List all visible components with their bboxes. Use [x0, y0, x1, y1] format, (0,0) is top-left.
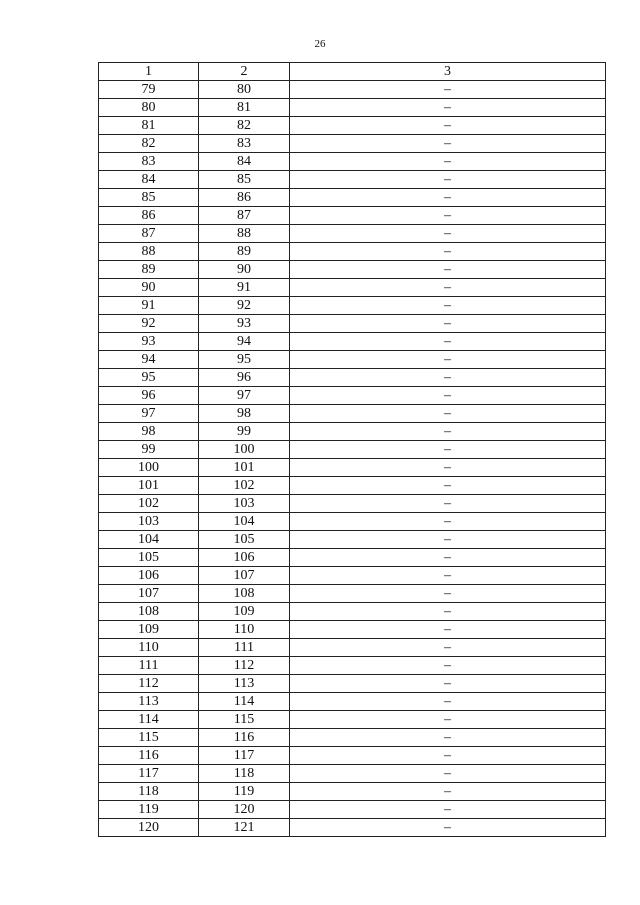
table-row — [99, 243, 606, 261]
table-row — [99, 675, 606, 693]
table-cell-col-3: – — [290, 99, 606, 117]
table-cell-col-3: – — [290, 405, 606, 423]
table-cell-col-2: 96 — [199, 369, 290, 387]
table-cell-col-3: – — [290, 585, 606, 603]
table-cell-col-3: – — [290, 675, 606, 693]
table-cell-col-2: 118 — [199, 765, 290, 783]
table-cell-col-1: 111 — [99, 657, 199, 675]
table-row — [99, 279, 606, 297]
table-cell-col-1: 115 — [99, 729, 199, 747]
table-cell-col-1: 87 — [99, 225, 199, 243]
table-cell-col-1: 104 — [99, 531, 199, 549]
data-table — [98, 62, 606, 837]
table-cell-col-1: 107 — [99, 585, 199, 603]
table-row — [99, 711, 606, 729]
table-cell-col-3: – — [290, 297, 606, 315]
table-cell-col-1: 97 — [99, 405, 199, 423]
table-row — [99, 261, 606, 279]
table-cell-col-3: – — [290, 711, 606, 729]
table-row — [99, 495, 606, 513]
table-cell-col-1: 101 — [99, 477, 199, 495]
table-cell-col-1: 96 — [99, 387, 199, 405]
table-row — [99, 81, 606, 99]
table-row — [99, 513, 606, 531]
table-cell-col-1: 108 — [99, 603, 199, 621]
table-cell-col-2: 102 — [199, 477, 290, 495]
table-row — [99, 477, 606, 495]
table-cell-col-1: 82 — [99, 135, 199, 153]
table-cell-col-2: 117 — [199, 747, 290, 765]
table-row — [99, 819, 606, 837]
table-row — [99, 99, 606, 117]
column-header-2: 2 — [199, 63, 290, 81]
table-body — [99, 81, 606, 837]
table-row — [99, 369, 606, 387]
table-cell-col-3: – — [290, 153, 606, 171]
table-row — [99, 585, 606, 603]
table-cell-col-1: 103 — [99, 513, 199, 531]
table-row — [99, 207, 606, 225]
table-row — [99, 747, 606, 765]
table-cell-col-2: 85 — [199, 171, 290, 189]
table-row — [99, 423, 606, 441]
table-cell-col-3: – — [290, 189, 606, 207]
table-cell-col-3: – — [290, 657, 606, 675]
table-cell-col-2: 89 — [199, 243, 290, 261]
table-cell-col-3: – — [290, 441, 606, 459]
table-cell-col-1: 90 — [99, 279, 199, 297]
table-cell-col-1: 120 — [99, 819, 199, 837]
table-cell-col-3: – — [290, 243, 606, 261]
table-cell-col-2: 84 — [199, 153, 290, 171]
table-cell-col-2: 114 — [199, 693, 290, 711]
table-cell-col-3: – — [290, 279, 606, 297]
table-cell-col-1: 117 — [99, 765, 199, 783]
table-cell-col-3: – — [290, 333, 606, 351]
table-cell-col-3: – — [290, 513, 606, 531]
table-cell-col-2: 106 — [199, 549, 290, 567]
table-row — [99, 117, 606, 135]
table-cell-col-2: 100 — [199, 441, 290, 459]
table-cell-col-3: – — [290, 747, 606, 765]
table-cell-col-1: 85 — [99, 189, 199, 207]
table-cell-col-3: – — [290, 639, 606, 657]
table-cell-col-3: – — [290, 531, 606, 549]
table-row — [99, 171, 606, 189]
table-cell-col-1: 95 — [99, 369, 199, 387]
table-cell-col-1: 109 — [99, 621, 199, 639]
table-cell-col-2: 99 — [199, 423, 290, 441]
table-cell-col-2: 90 — [199, 261, 290, 279]
table-cell-col-1: 119 — [99, 801, 199, 819]
table-row — [99, 603, 606, 621]
table-cell-col-2: 80 — [199, 81, 290, 99]
table-cell-col-1: 80 — [99, 99, 199, 117]
table-cell-col-1: 84 — [99, 171, 199, 189]
table-cell-col-2: 82 — [199, 117, 290, 135]
table-cell-col-3: – — [290, 81, 606, 99]
table-row — [99, 459, 606, 477]
table-cell-col-1: 112 — [99, 675, 199, 693]
table-cell-col-3: – — [290, 477, 606, 495]
header-row — [99, 63, 606, 81]
table-cell-col-2: 95 — [199, 351, 290, 369]
table-cell-col-1: 83 — [99, 153, 199, 171]
table-cell-col-1: 79 — [99, 81, 199, 99]
table-cell-col-2: 83 — [199, 135, 290, 153]
table-cell-col-2: 104 — [199, 513, 290, 531]
table-cell-col-1: 105 — [99, 549, 199, 567]
table-cell-col-2: 101 — [199, 459, 290, 477]
table-cell-col-1: 118 — [99, 783, 199, 801]
table-row — [99, 189, 606, 207]
table-cell-col-2: 115 — [199, 711, 290, 729]
table-cell-col-3: – — [290, 567, 606, 585]
table-row — [99, 225, 606, 243]
table-row — [99, 153, 606, 171]
table-cell-col-3: – — [290, 171, 606, 189]
table-row — [99, 297, 606, 315]
table-cell-col-3: – — [290, 261, 606, 279]
column-header-3: 3 — [290, 63, 606, 81]
table-cell-col-1: 98 — [99, 423, 199, 441]
table-cell-col-2: 112 — [199, 657, 290, 675]
table-row — [99, 621, 606, 639]
table-cell-col-2: 111 — [199, 639, 290, 657]
table-cell-col-1: 86 — [99, 207, 199, 225]
table-cell-col-2: 91 — [199, 279, 290, 297]
table-row — [99, 657, 606, 675]
table-cell-col-2: 97 — [199, 387, 290, 405]
table-cell-col-1: 81 — [99, 117, 199, 135]
table-cell-col-3: – — [290, 621, 606, 639]
table-cell-col-2: 105 — [199, 531, 290, 549]
column-header-1: 1 — [99, 63, 199, 81]
table-cell-col-2: 113 — [199, 675, 290, 693]
table-cell-col-3: – — [290, 207, 606, 225]
table-cell-col-3: – — [290, 423, 606, 441]
table-cell-col-1: 106 — [99, 567, 199, 585]
table-cell-col-2: 109 — [199, 603, 290, 621]
table-cell-col-3: – — [290, 225, 606, 243]
table-cell-col-1: 100 — [99, 459, 199, 477]
table-header — [99, 63, 606, 81]
table-cell-col-1: 116 — [99, 747, 199, 765]
table-row — [99, 549, 606, 567]
table-cell-col-3: – — [290, 693, 606, 711]
table-cell-col-3: – — [290, 315, 606, 333]
table-cell-col-3: – — [290, 765, 606, 783]
table-row — [99, 783, 606, 801]
table-cell-col-1: 89 — [99, 261, 199, 279]
table-cell-col-1: 114 — [99, 711, 199, 729]
table-cell-col-2: 110 — [199, 621, 290, 639]
table-cell-col-3: – — [290, 369, 606, 387]
table-row — [99, 801, 606, 819]
table-cell-col-2: 121 — [199, 819, 290, 837]
table-row — [99, 405, 606, 423]
table-cell-col-3: – — [290, 603, 606, 621]
table-row — [99, 315, 606, 333]
table-cell-col-2: 119 — [199, 783, 290, 801]
table-row — [99, 693, 606, 711]
table-row — [99, 441, 606, 459]
table-cell-col-1: 94 — [99, 351, 199, 369]
table-cell-col-3: – — [290, 495, 606, 513]
table-cell-col-3: – — [290, 819, 606, 837]
table-cell-col-2: 107 — [199, 567, 290, 585]
table-cell-col-3: – — [290, 387, 606, 405]
table-row — [99, 387, 606, 405]
table-cell-col-2: 103 — [199, 495, 290, 513]
table-cell-col-1: 91 — [99, 297, 199, 315]
table-cell-col-1: 93 — [99, 333, 199, 351]
table-row — [99, 765, 606, 783]
table-row — [99, 729, 606, 747]
page-number: 26 — [314, 38, 326, 50]
table-cell-col-1: 113 — [99, 693, 199, 711]
table-cell-col-3: – — [290, 549, 606, 567]
table-row — [99, 333, 606, 351]
table-row — [99, 639, 606, 657]
table-cell-col-2: 98 — [199, 405, 290, 423]
table-row — [99, 531, 606, 549]
table-cell-col-3: – — [290, 117, 606, 135]
table-cell-col-2: 120 — [199, 801, 290, 819]
table-cell-col-3: – — [290, 783, 606, 801]
table-cell-col-1: 92 — [99, 315, 199, 333]
table-cell-col-2: 81 — [199, 99, 290, 117]
table-cell-col-3: – — [290, 459, 606, 477]
table-cell-col-1: 99 — [99, 441, 199, 459]
table-cell-col-2: 87 — [199, 207, 290, 225]
table-cell-col-2: 88 — [199, 225, 290, 243]
table-cell-col-3: – — [290, 801, 606, 819]
table-cell-col-3: – — [290, 351, 606, 369]
table-cell-col-3: – — [290, 729, 606, 747]
table-cell-col-2: 108 — [199, 585, 290, 603]
table-cell-col-2: 86 — [199, 189, 290, 207]
table-cell-col-3: – — [290, 135, 606, 153]
table-row — [99, 567, 606, 585]
table-cell-col-1: 110 — [99, 639, 199, 657]
table-cell-col-2: 92 — [199, 297, 290, 315]
table-cell-col-1: 102 — [99, 495, 199, 513]
table-cell-col-2: 93 — [199, 315, 290, 333]
table-cell-col-2: 94 — [199, 333, 290, 351]
table-cell-col-1: 88 — [99, 243, 199, 261]
table-row — [99, 351, 606, 369]
table-cell-col-2: 116 — [199, 729, 290, 747]
table-row — [99, 135, 606, 153]
